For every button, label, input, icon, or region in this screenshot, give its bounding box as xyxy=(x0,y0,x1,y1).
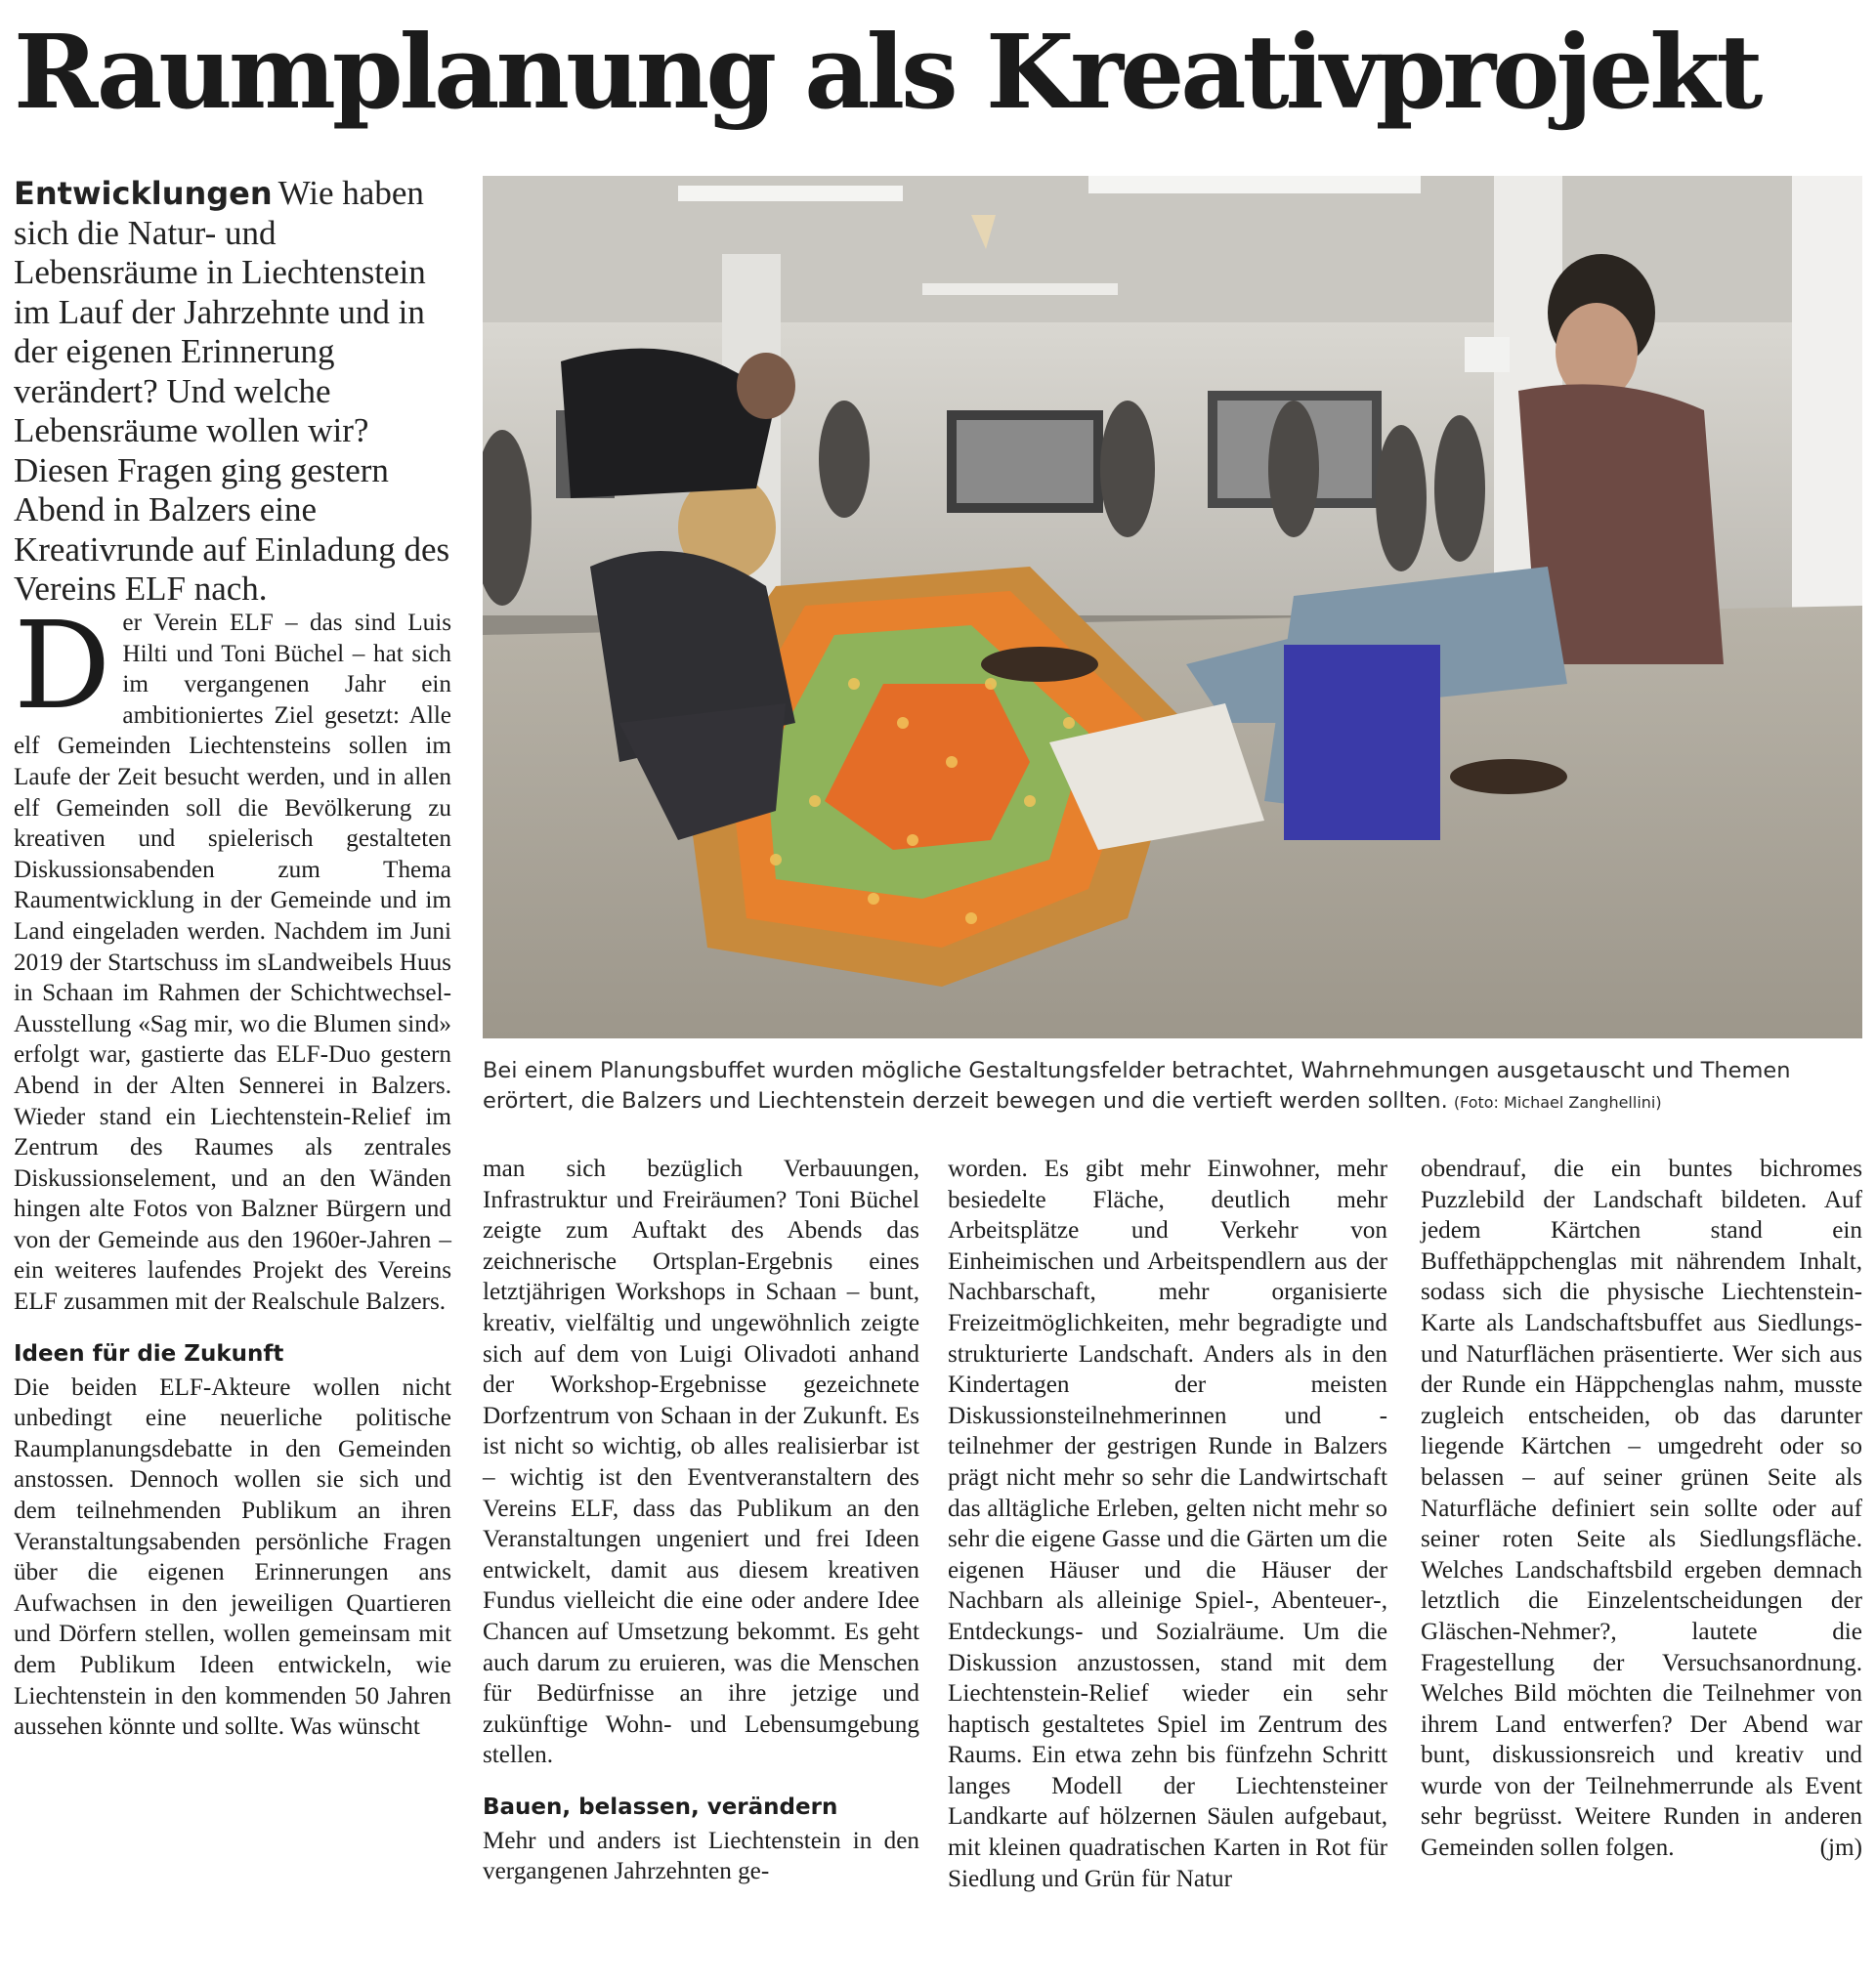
photo-caption-text: Bei einem Planungsbuffet wurden mögliche Gestaltungsfelder betrachtet, Wahrnehmungen ausgetauscht und Themen erörtert, die Balzers und Liechtenstein derzeit bewegen und die vertieft werden sollten. xyxy=(483,1058,1791,1114)
lead-paragraph xyxy=(14,174,458,610)
body-paragraph: er Verein ELF – das sind Luis Hilti und Toni Büchel – hat sich im vergangenen Jahr ein ambitioniertes Ziel gesetzt: Alle elf Gemeinden Liechtensteins sollen im Laufe der Zeit besucht werden, und in allen elf Gemeinden soll die Bevölkerung zu kreativen und spielerisch gestalteten Diskussionsabenden zum Thema Raumentwicklung in der Gemeinde und im Land eingeladen werden. Nachdem im Juni 2019 der Startschuss im sLandweibels Huus in Schaan im Rahmen der Schichtwechsel-Ausstellung «Sag mir, wo die Blumen sind» erfolgt war, gastierte das ELF-Duo gestern Abend in der Alten Sennerei in Balzers. Wieder stand ein Liechtenstein-Relief im Zentrum des Raumes als zentrales Diskussionselement, und an den Wänden hingen alte Fotos von Balzner Bürgern und von der Gemeinde aus den 1960er-Jahren – ein weiteres laufendes Projekt des Vereins ELF zusammen mit der Realschule Balzers. xyxy=(14,610,451,1316)
body-paragraph: worden. Es gibt mehr Einwohner, mehr besiedelte Fläche, deutlich mehr Arbeitsplätze und Verkehr von Einheimischen und Arbeitspendlern aus der Nachbarschaft, mehr organisierte Freizeitmöglichkeiten, mehr begradigte und strukturierte Landschaft. Anders als in den Kindertagen der meisten Diskussionsteilnehmerinnen und -teilnehmer der gestrigen Runde in Balzers prägt nicht mehr so sehr die Landwirtschaft das alltägliche Erleben, gelten nicht mehr so sehr die eigene Gasse und die Gärten um die eigenen Häuser und die Häuser der Nachbarn als alleinige Spiel-, Abenteuer-, Entdeckungs- und Sozialräume. Um die Diskussion anzustossen, stand mit dem Liechtenstein-Relief wieder ein sehr haptisch gestaltetes Spiel im Zentrum des Raums. Ein etwa zehn bis fünfzehn Schritt langes Modell der Liechtensteiner Landkarte auf hölzernen Säulen aufgebaut, mit kleinen quadratischen Karten in Rot für Siedlung und Grün für Natur xyxy=(948,1156,1387,1892)
headline: Raumplanung als Kreativprojekt xyxy=(14,12,1760,132)
article-photo xyxy=(483,176,1862,1038)
author-signature: (jm) xyxy=(1819,1835,1862,1862)
photo-credit: (Foto: Michael Zanghellini) xyxy=(1453,1093,1662,1112)
subheading-bauen: Bauen, belassen, verändern xyxy=(483,1794,838,1820)
body-paragraph xyxy=(1421,1154,1862,1864)
article-column-1 xyxy=(14,596,451,1975)
body-paragraph-text: obendrauf, die ein buntes bichromes Puzzlebild der Landschaft bildeten. Auf jedem Kärtchen stand ein Buffethäppchenglas mit nährendem Inhalt, sodass sich die physische Liechtenstein-Karte als Landschaftsbuffet aus Siedlungs- und Naturflächen präsentierte. Wer sich aus der Runde ein Häppchenglas nahm, musste zugleich entscheiden, ob das darunter liegende Kärtchen – umgedreht oder so belassen – auf seiner grünen Seite als Naturfläche definiert sein sollte oder auf seiner roten Seite als Siedlungsfläche. Welches Landschaftsbild ergeben demnach letztlich die Einzelentscheidungen der Gläschen-Nehmer?, lautete die Fragestellung der Versuchsanordnung. Welches Bild möchten die Teilnehmer von ihrem Land entwerfen? Der Abend war bunt, diskussionsreich und kreativ und wurde von der Teilnehmerrunde als Event sehr begrüsst. Weitere Runden in anderen Gemeinden sollen folgen. xyxy=(1421,1156,1862,1862)
article-column-2 xyxy=(483,1154,919,1974)
body-paragraph: man sich bezüglich Verbauungen, Infrastruktur und Freiräumen? Toni Büchel zeigte zum Auftakt des Abends das zeichnerische Ortsplan-Ergebnis eines letztjährigen Workshops in Schaan – bunt, kreativ, vielfältig und ungewöhnlich zeigte sich auf dem von Luigi Olivadoti anhand der Workshop-Ergebnisse gezeichnete Dorfzentrum von Schaan in der Zukunft. Es ist nicht so wichtig, ob alles realisierbar ist – wichtig ist den Eventveranstaltern des Vereins ELF, dass das Publikum an den Veranstaltungen ungeniert und frei Ideen entwickelt, damit aus diesem kreativen Fundus vielleicht die eine oder andere Idee Chancen auf Umsetzung bekommt. Es geht auch darum zu eruieren, was die Menschen für Bedürfnisse an ihre jetzige und zukünftige Wohn- und Lebensumgebung stellen. xyxy=(483,1156,919,1769)
photo-caption xyxy=(483,1056,1862,1118)
subheading-ideen: Ideen für die Zukunft xyxy=(14,1340,284,1367)
body-paragraph: Mehr und anders ist Liechtenstein in den vergangenen Jahrzehnten ge- xyxy=(483,1827,919,1885)
drop-cap: D xyxy=(14,596,111,737)
photo-illustration xyxy=(483,176,1862,1038)
body-paragraph: Die beiden ELF-Akteure wollen nicht unbedingt eine neuerliche politische Raumplanungsdebatte in den Gemeinden anstossen. Dennoch wollen sie sich und dem teilnehmenden Publikum an ihren Veranstaltungsabenden persönliche Fragen über die eigenen Erinnerungen ans Aufwachsen in den jeweiligen Quartieren und Dörfern stellen, wollen gemeinsam mit dem Publikum Ideen entwickeln, wie Liechtenstein in den kommenden 50 Jahren aussehen könnte und sollte. Was wünscht xyxy=(14,1373,451,1741)
article-column-4 xyxy=(1421,1154,1862,1974)
lead-text: Wie haben sich die Natur- und Lebensräume in Liechtenstein im Lauf der Jahrzehnte und in der eigenen Erinnerung verändert? Und welche Lebensräume wollen wir? Diesen Fragen ging gestern Abend in Balzers eine Kreativrunde auf Einladung des Vereins ELF nach. xyxy=(14,174,450,608)
lead-keyword: Entwicklungen xyxy=(14,175,273,212)
article-column-3 xyxy=(948,1154,1387,1974)
